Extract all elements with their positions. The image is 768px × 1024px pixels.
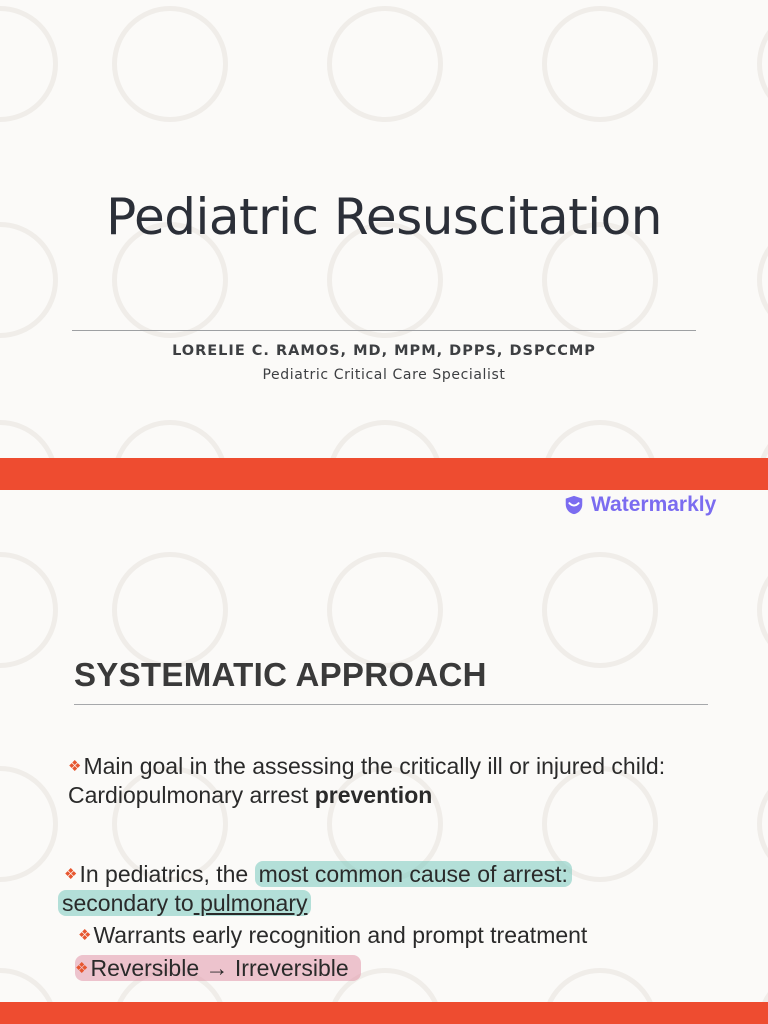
accent-bar: [0, 458, 768, 490]
diamond-bullet-icon: ❖: [68, 758, 82, 775]
stamp-watermark-icon: [757, 552, 768, 668]
highlighted-text: [75, 955, 361, 981]
bullet-text: In pediatrics, the: [79, 861, 255, 887]
underlined-text: pulmonary: [193, 890, 308, 916]
presentation-title: Pediatric Resuscitation: [106, 188, 662, 246]
shield-icon: [563, 494, 585, 516]
highlighted-text: [58, 890, 311, 916]
title-slide: [0, 0, 768, 490]
sub-bullet-text: Warrants early recognition and prompt treatment: [93, 922, 588, 948]
author-role: Pediatric Critical Care Specialist: [262, 367, 506, 383]
diamond-bullet-icon: ❖: [64, 866, 78, 883]
author-name: LORELIE C. RAMOS, MD, MPM, DPPS, DSPCCMP: [172, 343, 596, 359]
bullet-text: Main goal in the assessing the critically ill or injured child: Cardiopulmonary arrest: [68, 753, 666, 808]
stamp-watermark-icon: [327, 6, 443, 122]
stamp-watermark-icon: [542, 552, 658, 668]
content-slide: [0, 490, 768, 1024]
stamp-watermark-icon: [0, 766, 58, 882]
stamp-watermark-icon: [327, 552, 443, 668]
sub-bullet: [75, 954, 715, 983]
bullet-cause: [58, 860, 708, 917]
sub-bullet-text: Reversible → Irreversible: [90, 955, 349, 981]
sub-bullet: [78, 921, 718, 950]
bullet-goal: [68, 752, 708, 809]
accent-bar: [0, 1002, 768, 1024]
stamp-watermark-icon: [0, 6, 58, 122]
bullet-emphasis: prevention: [314, 782, 433, 808]
stamp-watermark-icon: [0, 552, 58, 668]
slide-title: SYSTEMATIC APPROACH: [74, 656, 487, 693]
highlight-start: secondary to: [62, 890, 194, 916]
stamp-watermark-icon: [757, 766, 768, 882]
stamp-watermark-icon: [757, 6, 768, 122]
highlighted-text: most common cause of arrest:: [255, 861, 572, 887]
diamond-bullet-icon: ❖: [78, 927, 92, 944]
stamp-watermark-icon: [542, 6, 658, 122]
stamp-watermark-icon: [112, 6, 228, 122]
diamond-bullet-icon: ❖: [75, 960, 89, 977]
stamp-watermark-icon: [112, 552, 228, 668]
watermarkly-badge: [563, 493, 716, 517]
watermarkly-text: Watermarkly: [591, 493, 717, 516]
title-divider: [74, 704, 708, 705]
title-divider: [72, 330, 696, 331]
